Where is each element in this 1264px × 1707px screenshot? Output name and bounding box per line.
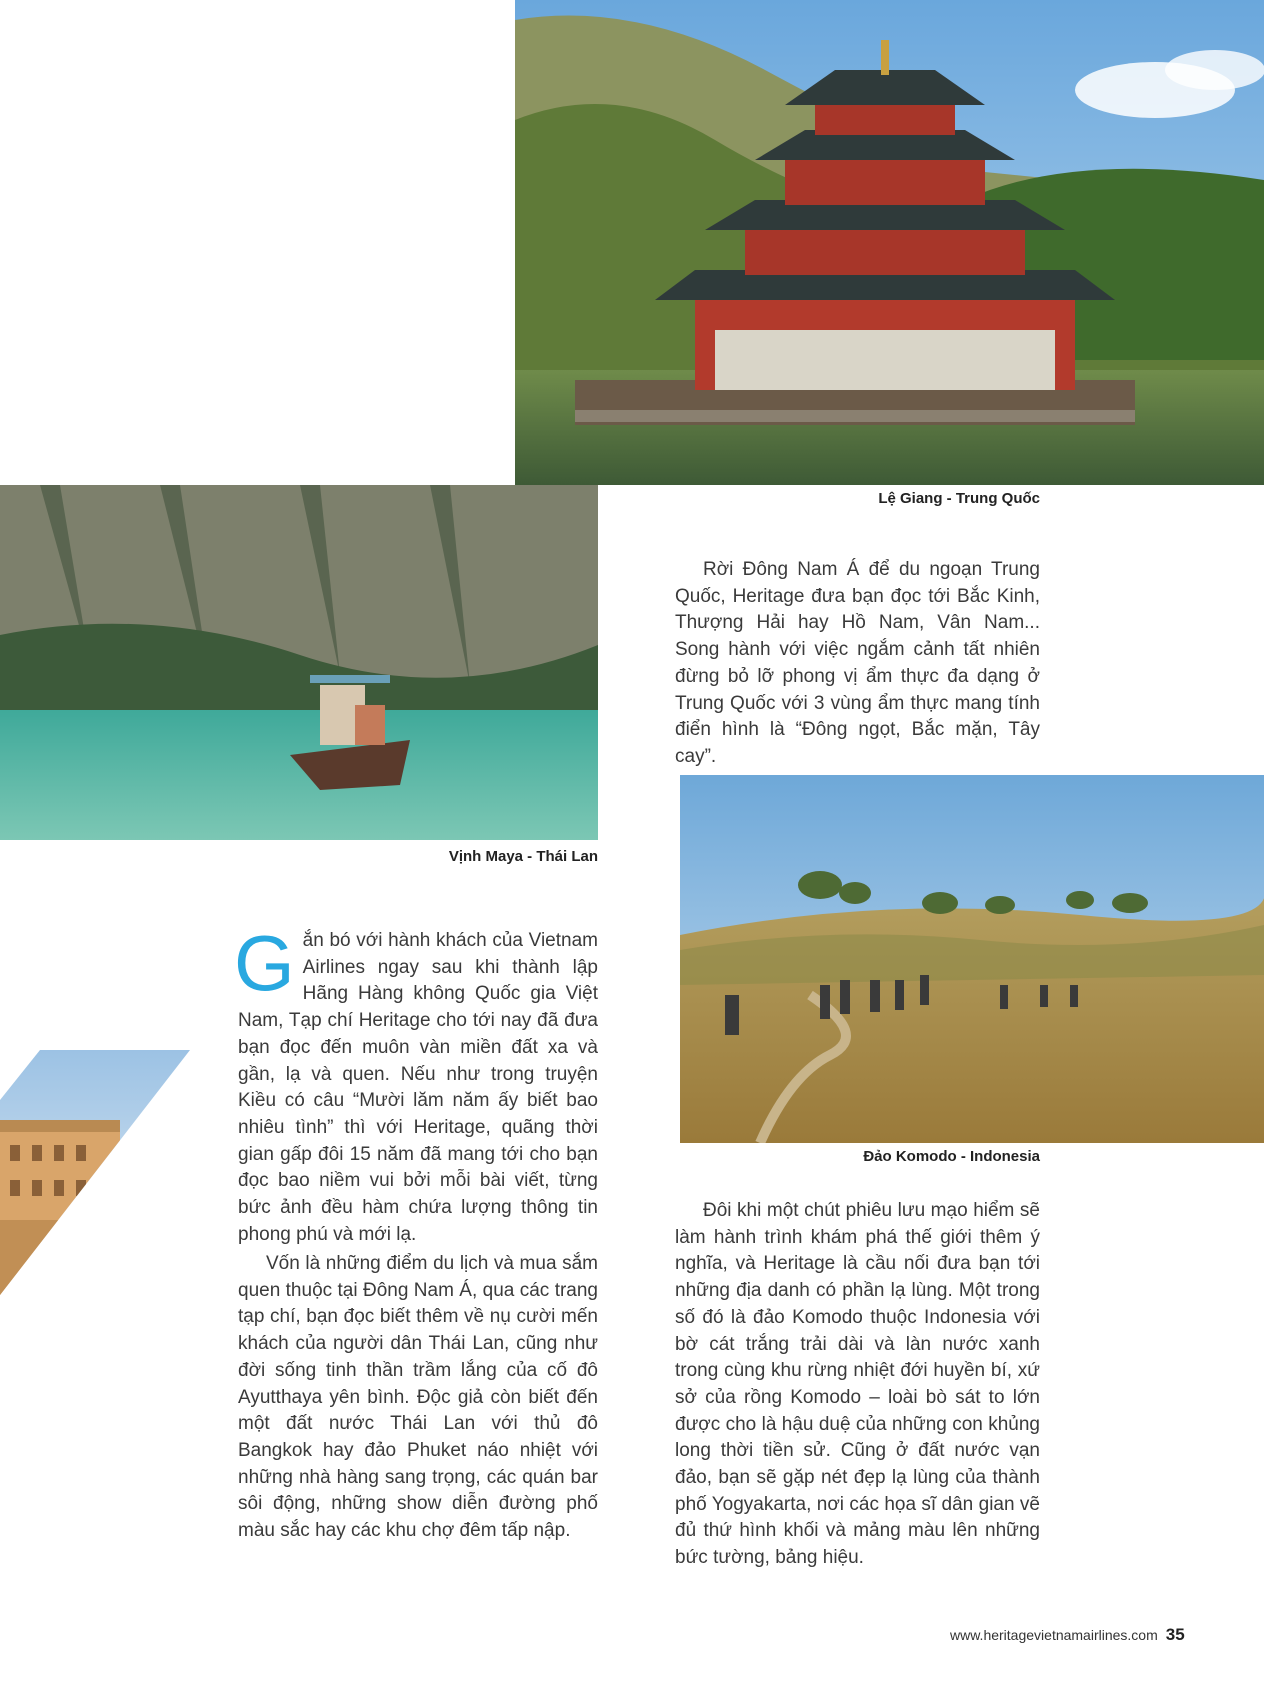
indonesia-paragraph-text: Đôi khi một chút phiêu lưu mạo hiểm sẽ làm hành trình khám phá thế giới thêm ý nghĩa, và Heritage là cầu nối đưa bạn tới những địa danh có phần lạ lùng. Một trong số đó là đảo Komodo thuộc Indonesia với bờ cát trắng trải dài và làn nước xanh trong cùng khu rừng nhiệt đới huyền bí, xứ sở của rồng Komodo – loài bò sát to lớn được cho là hậu duệ của những con khủng long thời tiền sử. Cũng ở đất nước vạn đảo, bạn sẽ gặp nét đẹp lạ lùng của thành phố Yogyakarta, nơi các họa sĩ dân gian vẽ đủ thứ hình khối và mảng màu lên những bức tường, bảng hiệu.	[675, 1200, 1040, 1569]
indonesia-paragraph	[675, 1198, 1040, 1572]
drop-cap-letter: G	[234, 919, 295, 1007]
intro-paragraph	[234, 919, 598, 1248]
page-footer	[950, 1625, 1185, 1645]
maya-bay-photo	[0, 485, 598, 840]
thailand-paragraph-text: Vốn là những điểm du lịch và mua sắm quen thuộc tại Đông Nam Á, qua các trang tạp chí, bạn đọc biết thêm về nụ cười mến khách của người dân Thái Lan, cũng như đời sống tinh thần trầm lắng của cố đô Ayutthaya yên bình. Độc giả còn biết đến một đất nước Thái Lan với thủ đô Bangkok hay đảo Phuket náo nhiệt với những nhà hàng sang trọng, các quán bar sôi động, những show diễn đường phố màu sắc hay các khu chợ đêm tấp nập.	[238, 1253, 598, 1542]
page-number: 35	[1165, 1625, 1185, 1644]
thailand-paragraph	[238, 1251, 598, 1545]
intro-paragraph-text: ắn bó với hành khách của Vietnam Airlines ngay sau khi thành lập Hãng Hàng không Quốc gia Việt Nam, Tạp chí Heritage cho tới nay đã đưa bạn đọc đến muôn vàn miền đất xa và gần, lạ và quen. Nếu như trong truyện Kiều có câu “Mười lăm năm ấy biết bao nhiêu tình” thì với Heritage, quãng thời gian gấp đôi 15 năm đã mang tới cho bạn đọc bao niềm vui bởi mỗi bài viết, từng bức ảnh đều hàm chứa lượng thông tin phong phú và mới lạ.	[238, 930, 598, 1245]
china-paragraph	[675, 557, 1040, 771]
komodo-caption: Đảo Komodo - Indonesia	[863, 1148, 1040, 1165]
china-paragraph-text: Rời Đông Nam Á để du ngoạn Trung Quốc, Heritage đưa bạn đọc tới Bắc Kinh, Thượng Hải hay Hồ Nam, Vân Nam... Song hành với việc ngắm cảnh tất nhiên đừng bỏ lỡ phong vị ẩm thực đa dạng ở Trung Quốc với 3 vùng ẩm thực mang tính điển hình là “Đông ngọt, Bắc mặn, Tây cay”.	[675, 559, 1040, 767]
maya-bay-caption: Vịnh Maya - Thái Lan	[448, 848, 598, 865]
komodo-island-photo	[680, 775, 1264, 1143]
fort-photo	[0, 1050, 190, 1295]
lijiang-caption: Lệ Giang - Trung Quốc	[878, 490, 1040, 507]
website-url[interactable]: www.heritagevietnamairlines.com	[950, 1627, 1158, 1643]
lijiang-pagoda-photo	[515, 0, 1264, 485]
